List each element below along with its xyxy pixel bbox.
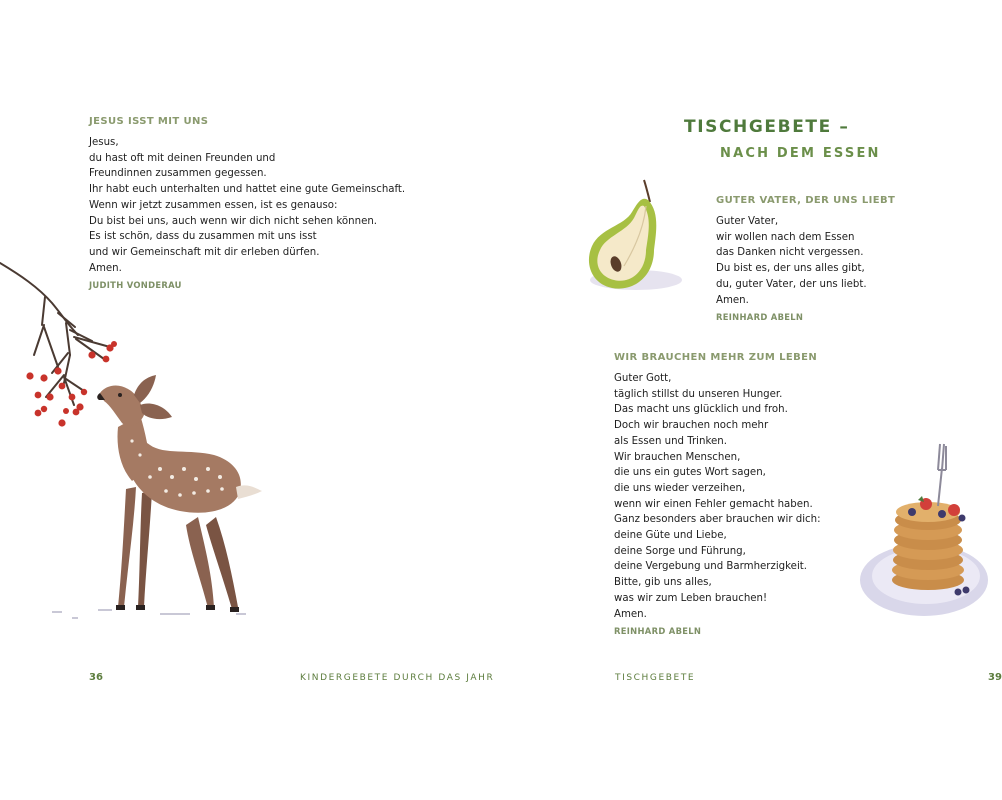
- ground-marks: [52, 609, 246, 619]
- prayer-line: Guter Vater,: [716, 216, 779, 227]
- left-page: [0, 0, 500, 800]
- running-head-right: TISCHGEBETE: [615, 673, 696, 683]
- page-number-left: 36: [89, 672, 103, 683]
- page-number-right: 39: [988, 672, 1002, 683]
- prayer-line: wir wollen nach dem Essen: [716, 231, 855, 243]
- prayer-line: Du bist bei uns, auch wenn wir dich nicht sehen können.: [89, 215, 378, 227]
- prayer-line: deine Vergebung und Barmherzigkeit.: [614, 561, 808, 573]
- prayer-line: Amen.: [89, 262, 122, 274]
- prayer-line: als Essen und Trinken.: [614, 435, 727, 447]
- prayer-line: Freundinnen zusammen gegessen.: [89, 168, 267, 180]
- deer: [97, 375, 262, 635]
- prayer-line: Wir brauchen Menschen,: [614, 451, 741, 463]
- prayer-line: Amen.: [614, 608, 647, 620]
- prayer-line: Doch wir brauchen noch mehr: [614, 420, 769, 432]
- pancake-illustration: [858, 440, 988, 620]
- prayer-line: deine Sorge und Führung,: [614, 545, 746, 557]
- prayer2-author: REINHARD ABELN: [614, 626, 702, 636]
- prayer-line: und wir Gemeinschaft mit dir erleben dürfen.: [89, 246, 320, 258]
- fork: [938, 444, 946, 506]
- prayer-line: Jesus,: [89, 137, 119, 148]
- prayer-line: Ihr habt euch unterhalten und hattet eine gute Gemeinschaft.: [89, 184, 406, 196]
- prayer-line: was wir zum Leben brauchen!: [614, 592, 768, 604]
- prayer-line: Du bist es, der uns alles gibt,: [716, 263, 865, 275]
- prayer-line: Bitte, gib uns alles,: [614, 577, 712, 589]
- deer-illustration: [0, 255, 280, 635]
- prayer-line: Das macht uns glücklich und froh.: [614, 404, 788, 416]
- prayer-author: JUDITH VONDERAU: [89, 280, 182, 290]
- prayer-line: Es ist schön, dass du zusammen mit uns isst: [89, 231, 317, 243]
- prayer-title-jesus-isst-mit-uns: JESUS ISST MIT UNS: [89, 116, 209, 127]
- prayer-line: Ganz besonders aber brauchen wir dich:: [614, 514, 821, 526]
- prayer-line: die uns wieder verzeihen,: [614, 482, 746, 494]
- prayer-text-wir-brauchen-mehr: [614, 371, 821, 622]
- prayer-title-wir-brauchen-mehr: WIR BRAUCHEN MEHR ZUM LEBEN: [614, 352, 818, 363]
- prayer-line: Guter Gott,: [614, 373, 672, 384]
- prayer-line: Amen.: [716, 294, 749, 306]
- right-page: [500, 0, 1000, 800]
- prayer-line: du, guter Vater, der uns liebt.: [716, 278, 867, 290]
- prayer-line: das Danken nicht vergessen.: [716, 247, 864, 259]
- prayer-line: täglich stillst du unseren Hunger.: [614, 388, 783, 400]
- chapter-title-line2: NACH DEM ESSEN: [720, 146, 881, 161]
- chapter-title-line1: TISCHGEBETE –: [684, 117, 850, 137]
- prayer-line: wenn wir einen Fehler gemacht haben.: [614, 498, 813, 510]
- running-head-left: KINDERGEBETE DURCH DAS JAHR: [300, 673, 495, 683]
- prayer1-author: REINHARD ABELN: [716, 312, 804, 322]
- prayer-text-guter-vater: [716, 214, 867, 308]
- prayer-line: Wenn wir jetzt zusammen essen, ist es genauso:: [89, 199, 338, 211]
- prayer-title-guter-vater: GUTER VATER, DER UNS LIEBT: [716, 195, 896, 206]
- prayer-line: deine Güte und Liebe,: [614, 530, 727, 542]
- berry-branch: [0, 263, 110, 405]
- pear-illustration: [584, 176, 694, 300]
- prayer-line: du hast oft mit deinen Freunden und: [89, 152, 276, 164]
- prayer-line: die uns ein gutes Wort sagen,: [614, 467, 766, 479]
